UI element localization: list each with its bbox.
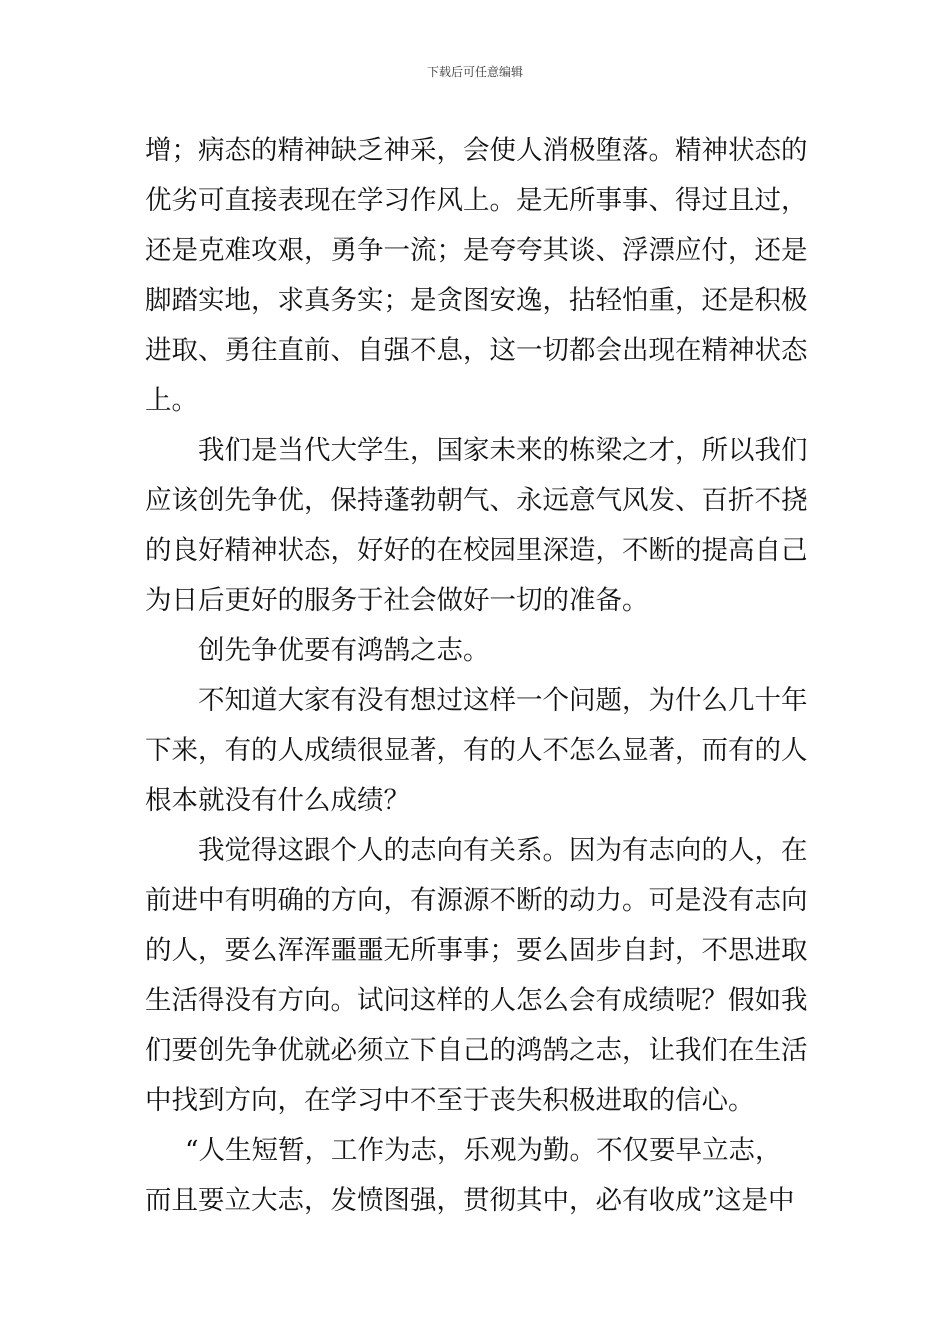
text-line: 的人，要么浑浑噩噩无所事事；要么固步自封，不思进取: [145, 935, 808, 966]
text-line: 生活得没有方向。试问这样的人怎么会有成绩呢？假如我: [145, 985, 808, 1016]
paragraph-first-line: “人生短暂，工作为志，乐观为勤。不仅要早立志，: [185, 1135, 782, 1166]
text-line: 进取、勇往直前、自强不息，这一切都会出现在精神状态: [145, 335, 808, 366]
paragraph-first-line: 创先争优要有鸿鹄之志。: [198, 635, 490, 666]
text-line: 们要创先争优就必须立下自己的鸿鹄之志，让我们在生活: [145, 1035, 808, 1066]
document-body: [145, 126, 810, 1226]
text-line: 优劣可直接表现在学习作风上。是无所事事、得过且过，: [145, 185, 808, 216]
text-line: 增；病态的精神缺乏神采，会使人消极堕落。精神状态的: [145, 135, 808, 166]
text-line: 中找到方向，在学习中不至于丧失积极进取的信心。: [145, 1085, 755, 1116]
text-line: 根本就没有什么成绩？: [145, 785, 410, 816]
text-line: 而且要立大志，发愤图强，贯彻其中，必有收成”这是中: [145, 1185, 795, 1216]
text-line: 下来，有的人成绩很显著，有的人不怎么显著，而有的人: [145, 735, 808, 766]
text-line: 前进中有明确的方向，有源源不断的动力。可是没有志向: [145, 885, 808, 916]
paragraph-first-line: 我们是当代大学生，国家未来的栋梁之才，所以我们: [198, 435, 808, 466]
text-line: 的良好精神状态，好好的在校园里深造，不断的提高自己: [145, 535, 808, 566]
text-line: 上。: [145, 385, 198, 416]
text-line: 为日后更好的服务于社会做好一切的准备。: [145, 585, 649, 616]
text-line: 脚踏实地，求真务实；是贪图安逸，拈轻怕重，还是积极: [145, 285, 808, 316]
text-line: 还是克难攻艰，勇争一流；是夸夸其谈、浮漂应付，还是: [145, 235, 808, 266]
text-line: 应该创先争优，保持蓬勃朝气、永远意气风发、百折不挠: [145, 485, 808, 516]
page-header: 下载后可任意编辑: [426, 65, 523, 79]
paragraph-first-line: 不知道大家有没有想过这样一个问题，为什么几十年: [198, 685, 808, 716]
paragraph-first-line: 我觉得这跟个人的志向有关系。因为有志向的人，在: [198, 835, 808, 866]
